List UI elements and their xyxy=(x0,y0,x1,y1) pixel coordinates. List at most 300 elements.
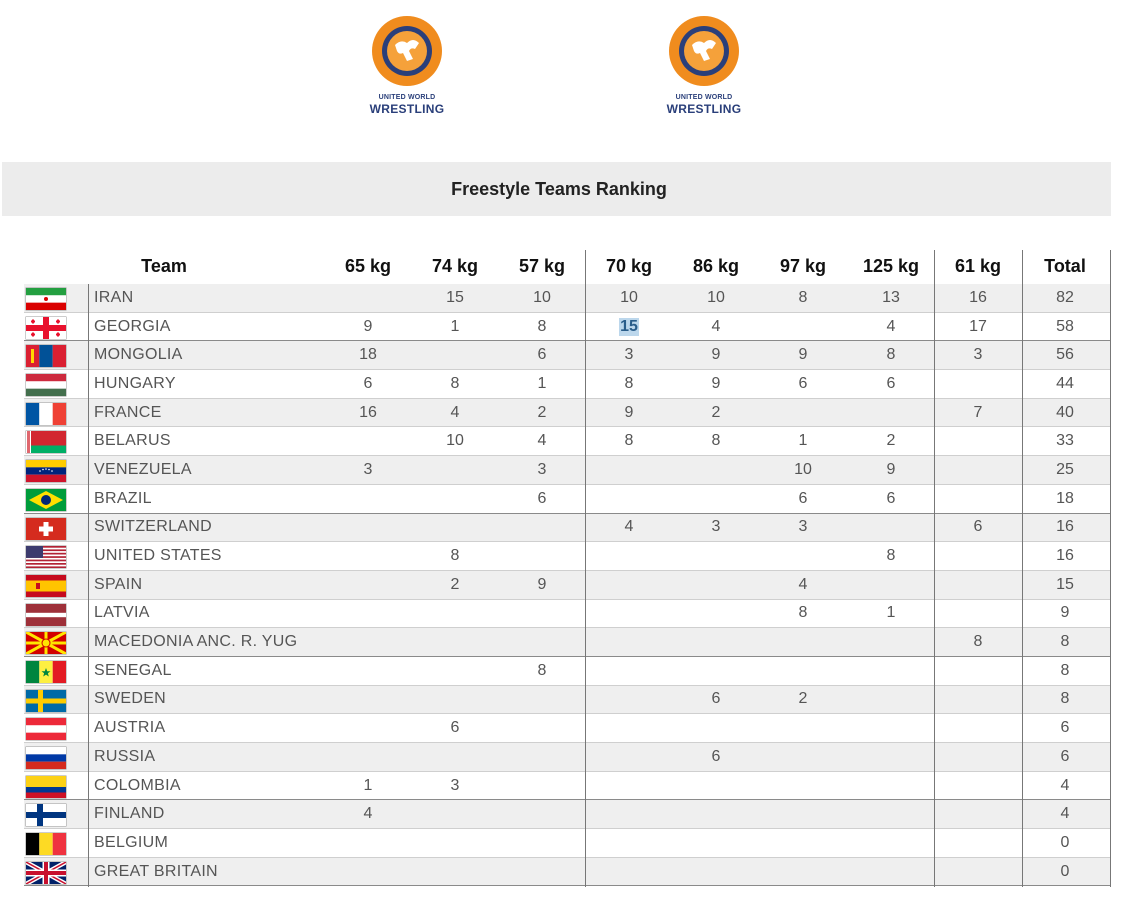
score-cell xyxy=(938,399,1018,427)
score-value: 18 xyxy=(359,346,377,364)
score-cell xyxy=(328,284,408,312)
score-cell xyxy=(763,456,843,484)
score-cell xyxy=(938,800,1018,828)
score-cell xyxy=(851,829,931,857)
score-value: 4 xyxy=(537,432,547,450)
table-row xyxy=(24,772,1111,801)
total-cell: 33 xyxy=(1056,432,1074,450)
score-cell xyxy=(589,858,669,886)
team-name: GREAT BRITAIN xyxy=(94,862,218,880)
score-cell xyxy=(851,427,931,455)
score-value: 16 xyxy=(969,288,987,306)
score-cell xyxy=(676,686,756,714)
score-cell xyxy=(415,657,495,685)
score-cell xyxy=(938,858,1018,886)
score-value: 3 xyxy=(363,460,373,478)
mongolia-flag-icon xyxy=(26,345,66,367)
iran-flag-icon xyxy=(26,288,66,310)
score-cell xyxy=(502,858,582,886)
score-value: 6 xyxy=(537,489,547,507)
score-cell xyxy=(415,714,495,742)
score-cell xyxy=(851,456,931,484)
table-row xyxy=(24,571,1111,600)
score-cell xyxy=(415,341,495,369)
score-cell xyxy=(938,772,1018,800)
brazil-flag-icon xyxy=(26,489,66,511)
table-row xyxy=(24,485,1111,514)
score-cell xyxy=(589,341,669,369)
score-value: 9 xyxy=(711,374,721,392)
score-value: 6 xyxy=(711,690,721,708)
score-cell xyxy=(328,399,408,427)
score-cell xyxy=(589,657,669,685)
total-cell: 8 xyxy=(1060,633,1070,651)
total-cell: 16 xyxy=(1056,518,1074,536)
score-value: 3 xyxy=(537,460,547,478)
score-cell xyxy=(502,686,582,714)
score-value: 6 xyxy=(711,747,721,765)
senegal-flag-icon xyxy=(26,661,66,683)
score-cell xyxy=(502,714,582,742)
score-cell xyxy=(589,313,669,341)
score-cell xyxy=(676,341,756,369)
score-value: 17 xyxy=(969,317,987,335)
score-cell xyxy=(763,370,843,398)
total-cell: 8 xyxy=(1060,661,1070,679)
belgium-flag-icon xyxy=(26,833,66,855)
score-cell xyxy=(328,714,408,742)
score-cell xyxy=(589,600,669,628)
team-name: SPAIN xyxy=(94,575,143,593)
score-cell xyxy=(589,370,669,398)
score-cell xyxy=(763,714,843,742)
table-row xyxy=(24,370,1111,399)
score-cell xyxy=(502,800,582,828)
score-cell xyxy=(415,456,495,484)
score-cell xyxy=(589,485,669,513)
logo-line-2: WRESTLING xyxy=(666,102,742,116)
score-cell xyxy=(851,542,931,570)
score-cell xyxy=(938,686,1018,714)
logo-line-1: UNITED WORLD xyxy=(675,94,733,101)
score-cell xyxy=(938,341,1018,369)
score-cell xyxy=(502,370,582,398)
score-value: 2 xyxy=(886,432,896,450)
score-value: 9 xyxy=(537,575,547,593)
score-value: 8 xyxy=(537,661,547,679)
score-cell xyxy=(328,600,408,628)
score-cell xyxy=(763,686,843,714)
score-cell xyxy=(328,571,408,599)
total-cell: 40 xyxy=(1056,403,1074,421)
score-cell xyxy=(589,284,669,312)
score-cell xyxy=(676,743,756,771)
austria-flag-icon xyxy=(26,718,66,740)
column-divider xyxy=(934,250,935,887)
great-britain-flag-icon xyxy=(26,862,66,884)
score-value: 1 xyxy=(450,317,460,335)
score-cell xyxy=(328,858,408,886)
table-row xyxy=(24,686,1111,715)
score-cell xyxy=(676,772,756,800)
latvia-flag-icon xyxy=(26,604,66,626)
total-cell: 58 xyxy=(1056,317,1074,335)
table-row xyxy=(24,628,1111,657)
weight-column-header: 57 kg xyxy=(518,256,566,276)
table-row xyxy=(24,341,1111,370)
score-value: 8 xyxy=(886,547,896,565)
score-value: 3 xyxy=(973,346,983,364)
score-cell xyxy=(676,628,756,656)
score-value: 10 xyxy=(446,432,464,450)
team-name: SWITZERLAND xyxy=(94,518,212,536)
score-cell xyxy=(938,485,1018,513)
score-cell xyxy=(763,858,843,886)
score-value: 16 xyxy=(359,403,377,421)
score-cell xyxy=(676,714,756,742)
score-cell xyxy=(763,399,843,427)
score-cell xyxy=(851,600,931,628)
score-cell xyxy=(502,657,582,685)
weight-column-header: 70 kg xyxy=(605,256,653,276)
table-row xyxy=(24,858,1111,887)
page-title: Freestyle Teams Ranking xyxy=(451,178,667,199)
score-cell xyxy=(938,514,1018,542)
score-cell xyxy=(851,341,931,369)
score-value: 4 xyxy=(886,317,896,335)
score-cell xyxy=(938,284,1018,312)
score-cell xyxy=(851,800,931,828)
column-divider xyxy=(1022,250,1023,887)
score-cell xyxy=(589,743,669,771)
score-cell xyxy=(502,829,582,857)
weight-column-header: 61 kg xyxy=(954,256,1002,276)
total-cell: 0 xyxy=(1060,862,1070,880)
column-divider xyxy=(1110,250,1111,887)
score-cell xyxy=(328,427,408,455)
table-body xyxy=(24,284,1111,886)
table-row xyxy=(24,600,1111,629)
ranking-table xyxy=(24,250,1111,886)
score-cell xyxy=(676,485,756,513)
score-cell xyxy=(328,313,408,341)
table-row xyxy=(24,800,1111,829)
score-value: 10 xyxy=(620,288,638,306)
team-name: HUNGARY xyxy=(94,374,176,392)
table-row xyxy=(24,743,1111,772)
score-cell xyxy=(502,399,582,427)
score-cell xyxy=(676,370,756,398)
score-value: 10 xyxy=(707,288,725,306)
total-cell: 6 xyxy=(1060,719,1070,737)
score-cell xyxy=(763,600,843,628)
score-value: 9 xyxy=(886,460,896,478)
score-value: 6 xyxy=(886,489,896,507)
table-row xyxy=(24,829,1111,858)
score-value: 6 xyxy=(798,374,808,392)
score-value: 8 xyxy=(711,432,721,450)
score-cell xyxy=(589,542,669,570)
score-cell xyxy=(589,714,669,742)
logo-line-2: WRESTLING xyxy=(369,102,445,116)
score-cell xyxy=(415,858,495,886)
column-divider xyxy=(585,250,586,887)
score-cell xyxy=(502,341,582,369)
score-cell xyxy=(938,456,1018,484)
georgia-flag-icon xyxy=(26,317,66,339)
score-cell xyxy=(938,542,1018,570)
score-cell xyxy=(676,313,756,341)
score-value: 10 xyxy=(794,460,812,478)
usa-flag-icon xyxy=(26,546,66,568)
team-name: BELGIUM xyxy=(94,833,169,851)
score-cell xyxy=(938,427,1018,455)
score-cell xyxy=(589,628,669,656)
table-header xyxy=(24,250,1111,284)
score-value: 7 xyxy=(973,403,983,421)
score-value: 6 xyxy=(537,346,547,364)
team-name: SWEDEN xyxy=(94,690,167,708)
score-cell xyxy=(763,542,843,570)
score-cell xyxy=(415,571,495,599)
column-divider xyxy=(88,284,89,887)
score-cell xyxy=(763,800,843,828)
score-cell xyxy=(589,686,669,714)
score-value: 8 xyxy=(886,346,896,364)
score-value: 15 xyxy=(620,317,638,335)
score-cell xyxy=(589,399,669,427)
score-cell xyxy=(938,743,1018,771)
score-cell xyxy=(415,313,495,341)
total-cell: 9 xyxy=(1060,604,1070,622)
table-row xyxy=(24,284,1111,313)
score-cell xyxy=(763,514,843,542)
score-cell xyxy=(763,571,843,599)
score-cell xyxy=(676,427,756,455)
score-cell xyxy=(502,485,582,513)
score-cell xyxy=(328,628,408,656)
score-cell xyxy=(328,800,408,828)
table-row xyxy=(24,514,1111,543)
uww-emblem-icon xyxy=(372,16,442,86)
score-value: 8 xyxy=(624,374,634,392)
score-value: 2 xyxy=(711,403,721,421)
score-cell xyxy=(938,571,1018,599)
belarus-flag-icon xyxy=(26,431,66,453)
score-cell xyxy=(938,657,1018,685)
score-cell xyxy=(502,514,582,542)
score-cell xyxy=(676,514,756,542)
score-cell xyxy=(589,829,669,857)
score-value: 4 xyxy=(798,575,808,593)
score-cell xyxy=(763,628,843,656)
score-value: 8 xyxy=(450,547,460,565)
score-cell xyxy=(502,313,582,341)
total-cell: 8 xyxy=(1060,690,1070,708)
score-cell xyxy=(676,399,756,427)
score-cell xyxy=(851,514,931,542)
score-cell xyxy=(938,370,1018,398)
score-cell xyxy=(851,485,931,513)
score-cell xyxy=(676,600,756,628)
score-value: 4 xyxy=(711,317,721,335)
total-cell: 25 xyxy=(1056,460,1074,478)
logo-line-1: UNITED WORLD xyxy=(378,94,436,101)
team-name: BRAZIL xyxy=(94,489,152,507)
score-cell xyxy=(502,542,582,570)
score-value: 2 xyxy=(537,403,547,421)
score-cell xyxy=(502,571,582,599)
score-cell xyxy=(851,743,931,771)
weight-column-header: 97 kg xyxy=(779,256,827,276)
score-cell xyxy=(328,657,408,685)
score-cell xyxy=(415,514,495,542)
score-value: 6 xyxy=(450,719,460,737)
score-value: 6 xyxy=(363,374,373,392)
score-cell xyxy=(851,399,931,427)
score-cell xyxy=(415,772,495,800)
finland-flag-icon xyxy=(26,804,66,826)
score-cell xyxy=(328,485,408,513)
total-cell: 44 xyxy=(1056,374,1074,392)
team-name: GEORGIA xyxy=(94,317,171,335)
score-cell xyxy=(763,772,843,800)
score-cell xyxy=(589,514,669,542)
score-value: 2 xyxy=(798,690,808,708)
score-cell xyxy=(415,800,495,828)
score-cell xyxy=(763,829,843,857)
score-cell xyxy=(938,829,1018,857)
team-name: VENEZUELA xyxy=(94,460,192,478)
score-cell xyxy=(851,714,931,742)
score-cell xyxy=(938,628,1018,656)
score-value: 15 xyxy=(446,288,464,306)
score-cell xyxy=(415,829,495,857)
total-cell: 18 xyxy=(1056,489,1074,507)
score-cell xyxy=(851,858,931,886)
score-cell xyxy=(938,714,1018,742)
score-value: 10 xyxy=(533,288,551,306)
score-cell xyxy=(415,686,495,714)
score-cell xyxy=(415,427,495,455)
table-row xyxy=(24,456,1111,485)
score-cell xyxy=(502,600,582,628)
score-cell xyxy=(328,341,408,369)
spain-flag-icon xyxy=(26,575,66,597)
score-cell xyxy=(415,485,495,513)
total-cell: 0 xyxy=(1060,833,1070,851)
uww-logo-left xyxy=(356,14,446,120)
score-cell xyxy=(676,657,756,685)
score-cell xyxy=(328,514,408,542)
score-cell xyxy=(502,284,582,312)
score-cell xyxy=(589,427,669,455)
score-cell xyxy=(851,657,931,685)
score-cell xyxy=(763,743,843,771)
score-cell xyxy=(415,628,495,656)
score-value: 8 xyxy=(798,288,808,306)
score-cell xyxy=(415,743,495,771)
score-cell xyxy=(763,313,843,341)
team-name: FINLAND xyxy=(94,805,165,823)
table-row xyxy=(24,313,1111,342)
score-cell xyxy=(938,313,1018,341)
score-value: 1 xyxy=(537,374,547,392)
total-cell: 6 xyxy=(1060,747,1070,765)
score-value: 9 xyxy=(624,403,634,421)
score-value: 3 xyxy=(798,518,808,536)
score-value: 3 xyxy=(450,776,460,794)
score-cell xyxy=(502,456,582,484)
score-cell xyxy=(589,571,669,599)
score-cell xyxy=(676,284,756,312)
score-cell xyxy=(851,370,931,398)
weight-column-header: 125 kg xyxy=(862,256,920,276)
score-cell xyxy=(415,542,495,570)
score-cell xyxy=(676,858,756,886)
score-cell xyxy=(676,456,756,484)
score-value: 8 xyxy=(973,633,983,651)
score-cell xyxy=(415,370,495,398)
score-value: 8 xyxy=(450,374,460,392)
total-column-header: Total xyxy=(1044,256,1086,276)
score-cell xyxy=(502,772,582,800)
team-name: FRANCE xyxy=(94,403,162,421)
score-value: 6 xyxy=(973,518,983,536)
team-name: COLOMBIA xyxy=(94,776,181,794)
score-cell xyxy=(851,686,931,714)
score-value: 3 xyxy=(711,518,721,536)
score-cell xyxy=(763,485,843,513)
score-value: 13 xyxy=(882,288,900,306)
score-cell xyxy=(328,772,408,800)
score-value: 2 xyxy=(450,575,460,593)
team-name: IRAN xyxy=(94,288,134,306)
score-value: 9 xyxy=(711,346,721,364)
score-cell xyxy=(763,427,843,455)
score-value: 4 xyxy=(363,805,373,823)
total-cell: 16 xyxy=(1056,547,1074,565)
table-row xyxy=(24,542,1111,571)
score-cell xyxy=(328,456,408,484)
score-cell xyxy=(415,600,495,628)
score-value: 8 xyxy=(798,604,808,622)
score-value: 1 xyxy=(363,776,373,794)
score-cell xyxy=(851,628,931,656)
title-band xyxy=(2,162,1111,216)
total-cell: 82 xyxy=(1056,288,1074,306)
venezuela-flag-icon xyxy=(26,460,66,482)
score-cell xyxy=(938,600,1018,628)
score-cell xyxy=(502,743,582,771)
score-value: 8 xyxy=(537,317,547,335)
score-cell xyxy=(328,370,408,398)
score-cell xyxy=(676,829,756,857)
score-cell xyxy=(328,743,408,771)
score-cell xyxy=(851,284,931,312)
france-flag-icon xyxy=(26,403,66,425)
team-name: RUSSIA xyxy=(94,747,156,765)
score-cell xyxy=(328,542,408,570)
score-cell xyxy=(676,542,756,570)
score-cell xyxy=(502,427,582,455)
total-cell: 56 xyxy=(1056,346,1074,364)
uww-logo-right xyxy=(653,14,743,120)
team-name: LATVIA xyxy=(94,604,150,622)
score-cell xyxy=(763,657,843,685)
team-name: BELARUS xyxy=(94,432,171,450)
score-value: 3 xyxy=(624,346,634,364)
